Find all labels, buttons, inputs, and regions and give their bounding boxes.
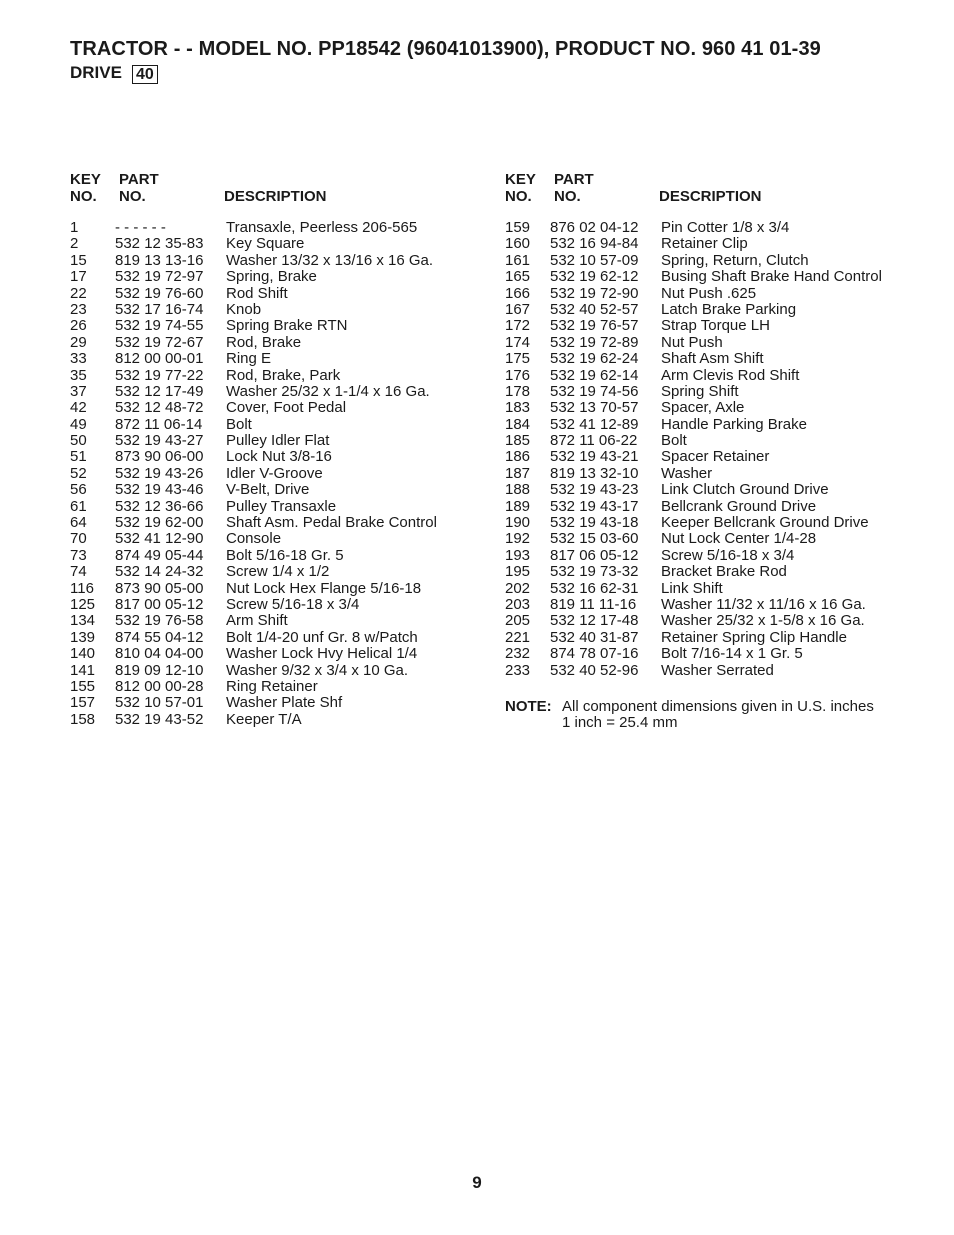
key-number: 42 bbox=[70, 399, 87, 417]
table-row bbox=[70, 482, 470, 498]
key-number: 139 bbox=[70, 628, 96, 646]
key-header-line2: NO. bbox=[505, 188, 532, 205]
part-description: Washer 13/32 x 13/16 x 16 Ga. bbox=[226, 251, 434, 269]
part-description: Retainer Clip bbox=[661, 235, 748, 253]
part-number: 532 19 43-46 bbox=[115, 481, 204, 499]
table-row bbox=[505, 236, 925, 252]
key-number: 189 bbox=[505, 497, 531, 515]
key-number: 22 bbox=[70, 284, 87, 302]
part-number: 819 13 32-10 bbox=[550, 464, 639, 482]
note-label: NOTE: bbox=[505, 697, 552, 715]
table-row bbox=[70, 236, 470, 252]
key-number: 233 bbox=[505, 661, 531, 679]
part-number: 532 19 72-89 bbox=[550, 333, 639, 351]
table-row bbox=[505, 417, 925, 433]
table-row bbox=[505, 663, 925, 679]
part-description: Bellcrank Ground Drive bbox=[661, 497, 817, 515]
table-row bbox=[505, 466, 925, 482]
section-title: DRIVE bbox=[70, 63, 122, 82]
part-number: 532 19 43-21 bbox=[550, 448, 639, 466]
part-description: Shaft Asm Shift bbox=[661, 350, 764, 368]
part-header-line1: PART bbox=[554, 171, 594, 188]
part-description: Rod Shift bbox=[226, 284, 288, 302]
part-number: 532 19 74-55 bbox=[115, 317, 204, 335]
table-row bbox=[505, 581, 925, 597]
key-number: 2 bbox=[70, 235, 79, 253]
part-number: 532 19 72-97 bbox=[115, 268, 204, 286]
part-description: Keeper Bellcrank Ground Drive bbox=[661, 514, 869, 532]
table-row bbox=[70, 581, 470, 597]
table-row bbox=[70, 449, 470, 465]
table-row bbox=[70, 220, 470, 236]
key-number: 175 bbox=[505, 350, 531, 368]
part-number: 812 00 00-28 bbox=[115, 677, 204, 695]
description-header: DESCRIPTION bbox=[659, 188, 762, 205]
part-number: 532 19 74-56 bbox=[550, 382, 639, 400]
part-description: Bracket Brake Rod bbox=[661, 563, 787, 581]
key-number: 161 bbox=[505, 251, 531, 269]
table-row bbox=[70, 384, 470, 400]
key-number: 33 bbox=[70, 350, 87, 368]
part-description: Spring, Return, Clutch bbox=[661, 251, 809, 269]
key-number: 49 bbox=[70, 415, 87, 433]
key-number: 186 bbox=[505, 448, 531, 466]
part-description: Washer Plate Shf bbox=[226, 694, 343, 712]
part-description: Washer Lock Hvy Helical 1/4 bbox=[226, 645, 418, 663]
key-number: 165 bbox=[505, 268, 531, 286]
key-number: 203 bbox=[505, 595, 531, 613]
key-number: 205 bbox=[505, 612, 531, 630]
part-description: Link Clutch Ground Drive bbox=[661, 481, 829, 499]
part-number: 532 12 17-48 bbox=[550, 612, 639, 630]
table-row bbox=[70, 663, 470, 679]
key-number: 74 bbox=[70, 563, 87, 581]
part-number: 532 19 62-24 bbox=[550, 350, 639, 368]
key-number: 184 bbox=[505, 415, 531, 433]
key-number: 51 bbox=[70, 448, 87, 466]
table-row bbox=[70, 286, 470, 302]
key-number: 166 bbox=[505, 284, 531, 302]
part-number: 532 10 57-09 bbox=[550, 251, 639, 269]
part-description: Ring E bbox=[226, 350, 272, 368]
key-header-line1: KEY bbox=[505, 171, 536, 188]
key-number: 64 bbox=[70, 514, 87, 532]
key-number: 23 bbox=[70, 300, 87, 318]
part-description: Washer bbox=[661, 464, 713, 482]
part-description: Retainer Spring Clip Handle bbox=[661, 628, 847, 646]
part-number: 532 16 62-31 bbox=[550, 579, 639, 597]
key-number: 134 bbox=[70, 612, 96, 630]
part-number: 532 41 12-90 bbox=[115, 530, 204, 548]
table-row bbox=[505, 335, 925, 351]
column-headers bbox=[505, 172, 925, 206]
part-number: 873 90 05-00 bbox=[115, 579, 204, 597]
part-description: Rod, Brake bbox=[226, 333, 302, 351]
key-number: 116 bbox=[70, 579, 94, 597]
part-description: Bolt 1/4-20 unf Gr. 8 w/Patch bbox=[226, 628, 418, 646]
part-description: Handle Parking Brake bbox=[661, 415, 807, 433]
key-number: 188 bbox=[505, 481, 531, 499]
part-description: Cover, Foot Pedal bbox=[226, 399, 347, 417]
part-number: 532 19 76-57 bbox=[550, 317, 639, 335]
part-description: Spring Shift bbox=[661, 382, 739, 400]
part-number: 532 19 43-17 bbox=[550, 497, 639, 515]
part-description: Transaxle, Peerless 206-565 bbox=[226, 219, 418, 236]
table-row bbox=[505, 302, 925, 318]
part-number: 532 41 12-89 bbox=[550, 415, 639, 433]
table-row bbox=[505, 515, 925, 531]
part-number: 532 19 43-18 bbox=[550, 514, 639, 532]
key-number: 1 bbox=[70, 219, 79, 236]
key-number: 167 bbox=[505, 300, 531, 318]
key-number: 15 bbox=[70, 251, 87, 269]
table-row bbox=[70, 302, 470, 318]
key-number: 155 bbox=[70, 677, 96, 695]
key-number: 172 bbox=[505, 317, 531, 335]
part-number: 532 17 16-74 bbox=[115, 300, 204, 318]
part-description: V-Belt, Drive bbox=[226, 481, 310, 499]
table-row bbox=[505, 597, 925, 613]
table-row bbox=[70, 335, 470, 351]
part-header-line2: NO. bbox=[119, 188, 146, 205]
key-number: 158 bbox=[70, 710, 96, 728]
table-row bbox=[70, 613, 470, 629]
key-number: 125 bbox=[70, 595, 96, 613]
part-description: Washer 9/32 x 3/4 x 10 Ga. bbox=[226, 661, 409, 679]
key-number: 70 bbox=[70, 530, 87, 548]
key-number: 61 bbox=[70, 497, 87, 515]
part-number: 532 19 43-23 bbox=[550, 481, 639, 499]
key-number: 140 bbox=[70, 645, 96, 663]
key-number: 192 bbox=[505, 530, 531, 548]
part-number: 532 19 62-00 bbox=[115, 514, 204, 532]
part-description: Nut Push .625 bbox=[661, 284, 757, 302]
key-number: 183 bbox=[505, 399, 531, 417]
key-number: 193 bbox=[505, 546, 531, 564]
table-row bbox=[505, 531, 925, 547]
table-row bbox=[70, 531, 470, 547]
part-description: Washer Serrated bbox=[661, 661, 774, 679]
part-description: Nut Push bbox=[661, 333, 723, 351]
part-description: Bolt bbox=[661, 432, 687, 450]
part-number: 819 09 12-10 bbox=[115, 661, 204, 679]
parts-list-right bbox=[505, 171, 925, 731]
part-number: 532 19 72-67 bbox=[115, 333, 204, 351]
table-row bbox=[505, 286, 925, 302]
table-row bbox=[70, 646, 470, 662]
part-number: 532 40 31-87 bbox=[550, 628, 639, 646]
part-description: Busing Shaft Brake Hand Control bbox=[661, 268, 882, 286]
key-number: 160 bbox=[505, 235, 531, 253]
table-row bbox=[70, 351, 470, 367]
part-number: 819 11 11-16 bbox=[550, 595, 637, 613]
part-description: Link Shift bbox=[661, 579, 723, 597]
table-row bbox=[505, 220, 925, 236]
part-description: Key Square bbox=[226, 235, 305, 253]
section-number-box: 40 bbox=[132, 65, 158, 84]
part-number: 874 55 04-12 bbox=[115, 628, 204, 646]
part-description: Pin Cotter 1/8 x 3/4 bbox=[661, 219, 790, 236]
key-number: 221 bbox=[505, 628, 531, 646]
part-number: 817 06 05-12 bbox=[550, 546, 639, 564]
table-row bbox=[70, 433, 470, 449]
part-number: 819 13 13-16 bbox=[115, 251, 204, 269]
key-number: 50 bbox=[70, 432, 87, 450]
part-number: 532 19 43-26 bbox=[115, 464, 204, 482]
part-description: Screw 5/16-18 x 3/4 bbox=[661, 546, 795, 564]
key-number: 178 bbox=[505, 382, 531, 400]
table-row bbox=[70, 368, 470, 384]
key-number: 37 bbox=[70, 382, 87, 400]
part-number: 532 19 62-12 bbox=[550, 268, 639, 286]
part-number: 874 78 07-16 bbox=[550, 645, 639, 663]
table-row bbox=[505, 613, 925, 629]
key-number: 176 bbox=[505, 366, 531, 384]
part-description: Arm Clevis Rod Shift bbox=[661, 366, 800, 384]
part-description: Washer 25/32 x 1-1/4 x 16 Ga. bbox=[226, 382, 430, 400]
part-number: 532 19 76-58 bbox=[115, 612, 204, 630]
part-description: Pulley Transaxle bbox=[226, 497, 337, 515]
part-number: 532 19 43-27 bbox=[115, 432, 204, 450]
table-row bbox=[505, 351, 925, 367]
table-row bbox=[505, 433, 925, 449]
part-number: 817 00 05-12 bbox=[115, 595, 204, 613]
table-row bbox=[70, 679, 470, 695]
part-description: Screw 1/4 x 1/2 bbox=[226, 563, 330, 581]
part-number: 532 19 72-90 bbox=[550, 284, 639, 302]
key-header-line2: NO. bbox=[70, 188, 97, 205]
part-number: 532 14 24-32 bbox=[115, 563, 204, 581]
part-number: 532 13 70-57 bbox=[550, 399, 639, 417]
key-number: 185 bbox=[505, 432, 531, 450]
part-description: Washer 25/32 x 1-5/8 x 16 Ga. bbox=[661, 612, 865, 630]
table-row bbox=[70, 417, 470, 433]
part-number: 532 12 35-83 bbox=[115, 235, 204, 253]
part-header-line2: NO. bbox=[554, 188, 581, 205]
table-row bbox=[70, 400, 470, 416]
table-row bbox=[505, 630, 925, 646]
part-description: Rod, Brake, Park bbox=[226, 366, 341, 384]
part-description: Spacer Retainer bbox=[661, 448, 770, 466]
key-number: 195 bbox=[505, 563, 531, 581]
key-number: 157 bbox=[70, 694, 96, 712]
part-number: 532 16 94-84 bbox=[550, 235, 639, 253]
part-number: 532 19 76-60 bbox=[115, 284, 204, 302]
table-row bbox=[505, 269, 925, 285]
part-number: 532 12 17-49 bbox=[115, 382, 204, 400]
part-number: 532 19 62-14 bbox=[550, 366, 639, 384]
key-number: 141 bbox=[70, 661, 96, 679]
key-number: 17 bbox=[70, 268, 87, 286]
part-number: - - - - - - bbox=[115, 219, 166, 236]
key-number: 26 bbox=[70, 317, 87, 335]
key-number: 190 bbox=[505, 514, 531, 532]
table-row bbox=[70, 466, 470, 482]
part-description: Console bbox=[226, 530, 282, 548]
part-description: Strap Torque LH bbox=[661, 317, 770, 335]
part-description: Bolt 7/16-14 x 1 Gr. 5 bbox=[661, 645, 803, 663]
part-number: 810 04 04-00 bbox=[115, 645, 204, 663]
key-number: 29 bbox=[70, 333, 87, 351]
part-description: Ring Retainer bbox=[226, 677, 318, 695]
part-description: Idler V-Groove bbox=[226, 464, 323, 482]
part-number: 532 40 52-57 bbox=[550, 300, 639, 318]
part-number: 532 19 73-32 bbox=[550, 563, 639, 581]
part-description: Arm Shift bbox=[226, 612, 288, 630]
table-row bbox=[70, 630, 470, 646]
table-row bbox=[505, 449, 925, 465]
key-number: 174 bbox=[505, 333, 531, 351]
table-row bbox=[70, 564, 470, 580]
table-row bbox=[505, 318, 925, 334]
table-row bbox=[70, 695, 470, 711]
part-header-line1: PART bbox=[119, 171, 159, 188]
part-number: 532 19 43-52 bbox=[115, 710, 204, 728]
table-row bbox=[505, 482, 925, 498]
key-number: 35 bbox=[70, 366, 87, 384]
part-description: Bolt 5/16-18 Gr. 5 bbox=[226, 546, 344, 564]
key-number: 187 bbox=[505, 464, 531, 482]
key-header-line1: KEY bbox=[70, 171, 101, 188]
part-description: Spring Brake RTN bbox=[226, 317, 348, 335]
table-row bbox=[505, 646, 925, 662]
page-title: TRACTOR - - MODEL NO. PP18542 (96041013900), PRODUCT NO. 960 41 01-39 bbox=[70, 38, 821, 60]
table-row bbox=[70, 253, 470, 269]
key-number: 56 bbox=[70, 481, 87, 499]
section-heading bbox=[70, 62, 158, 84]
part-number: 532 10 57-01 bbox=[115, 694, 204, 712]
note-line1: All component dimensions given in U.S. inches bbox=[562, 697, 874, 715]
part-number: 812 00 00-01 bbox=[115, 350, 204, 368]
parts-list-left bbox=[70, 172, 470, 728]
table-row bbox=[505, 400, 925, 416]
table-row bbox=[505, 499, 925, 515]
table-row bbox=[70, 548, 470, 564]
part-description: Screw 5/16-18 x 3/4 bbox=[226, 595, 360, 613]
table-row bbox=[70, 712, 470, 728]
part-description: Washer 11/32 x 11/16 x 16 Ga. bbox=[661, 595, 866, 613]
table-row bbox=[505, 564, 925, 580]
table-row bbox=[70, 499, 470, 515]
part-description: Keeper T/A bbox=[226, 710, 302, 728]
part-description: Bolt bbox=[226, 415, 252, 433]
part-number: 876 02 04-12 bbox=[550, 219, 639, 236]
table-row bbox=[505, 548, 925, 564]
key-number: 73 bbox=[70, 546, 87, 564]
column-headers bbox=[70, 172, 470, 206]
table-row bbox=[505, 384, 925, 400]
parts-rows-left bbox=[70, 220, 470, 728]
part-number: 532 12 36-66 bbox=[115, 497, 204, 515]
part-description: Latch Brake Parking bbox=[661, 300, 797, 318]
part-description: Spacer, Axle bbox=[661, 399, 745, 417]
table-row bbox=[505, 368, 925, 384]
table-row bbox=[70, 269, 470, 285]
table-row bbox=[70, 318, 470, 334]
table-row bbox=[70, 597, 470, 613]
page-number: 9 bbox=[472, 1173, 482, 1192]
part-number: 872 11 06-14 bbox=[115, 415, 203, 433]
key-number: 52 bbox=[70, 464, 87, 482]
table-row bbox=[70, 515, 470, 531]
part-number: 532 19 77-22 bbox=[115, 366, 204, 384]
key-number: 232 bbox=[505, 645, 531, 663]
key-number: 159 bbox=[505, 219, 531, 236]
part-description: Nut Lock Center 1/4-28 bbox=[661, 530, 817, 548]
part-description: Pulley Idler Flat bbox=[226, 432, 330, 450]
table-row bbox=[505, 253, 925, 269]
parts-rows-right bbox=[505, 220, 925, 679]
note-line2: 1 inch = 25.4 mm bbox=[562, 713, 678, 731]
part-number: 532 40 52-96 bbox=[550, 661, 639, 679]
key-number: 202 bbox=[505, 579, 531, 597]
part-description: Knob bbox=[226, 300, 262, 318]
part-number: 532 15 03-60 bbox=[550, 530, 639, 548]
part-number: 873 90 06-00 bbox=[115, 448, 204, 466]
part-description: Spring, Brake bbox=[226, 268, 317, 286]
description-header: DESCRIPTION bbox=[224, 188, 327, 205]
part-number: 532 12 48-72 bbox=[115, 399, 204, 417]
part-number: 874 49 05-44 bbox=[115, 546, 204, 564]
part-number: 872 11 06-22 bbox=[550, 432, 638, 450]
part-description: Shaft Asm. Pedal Brake Control bbox=[226, 514, 437, 532]
part-description: Lock Nut 3/8-16 bbox=[226, 448, 332, 466]
part-description: Nut Lock Hex Flange 5/16-18 bbox=[226, 579, 422, 597]
